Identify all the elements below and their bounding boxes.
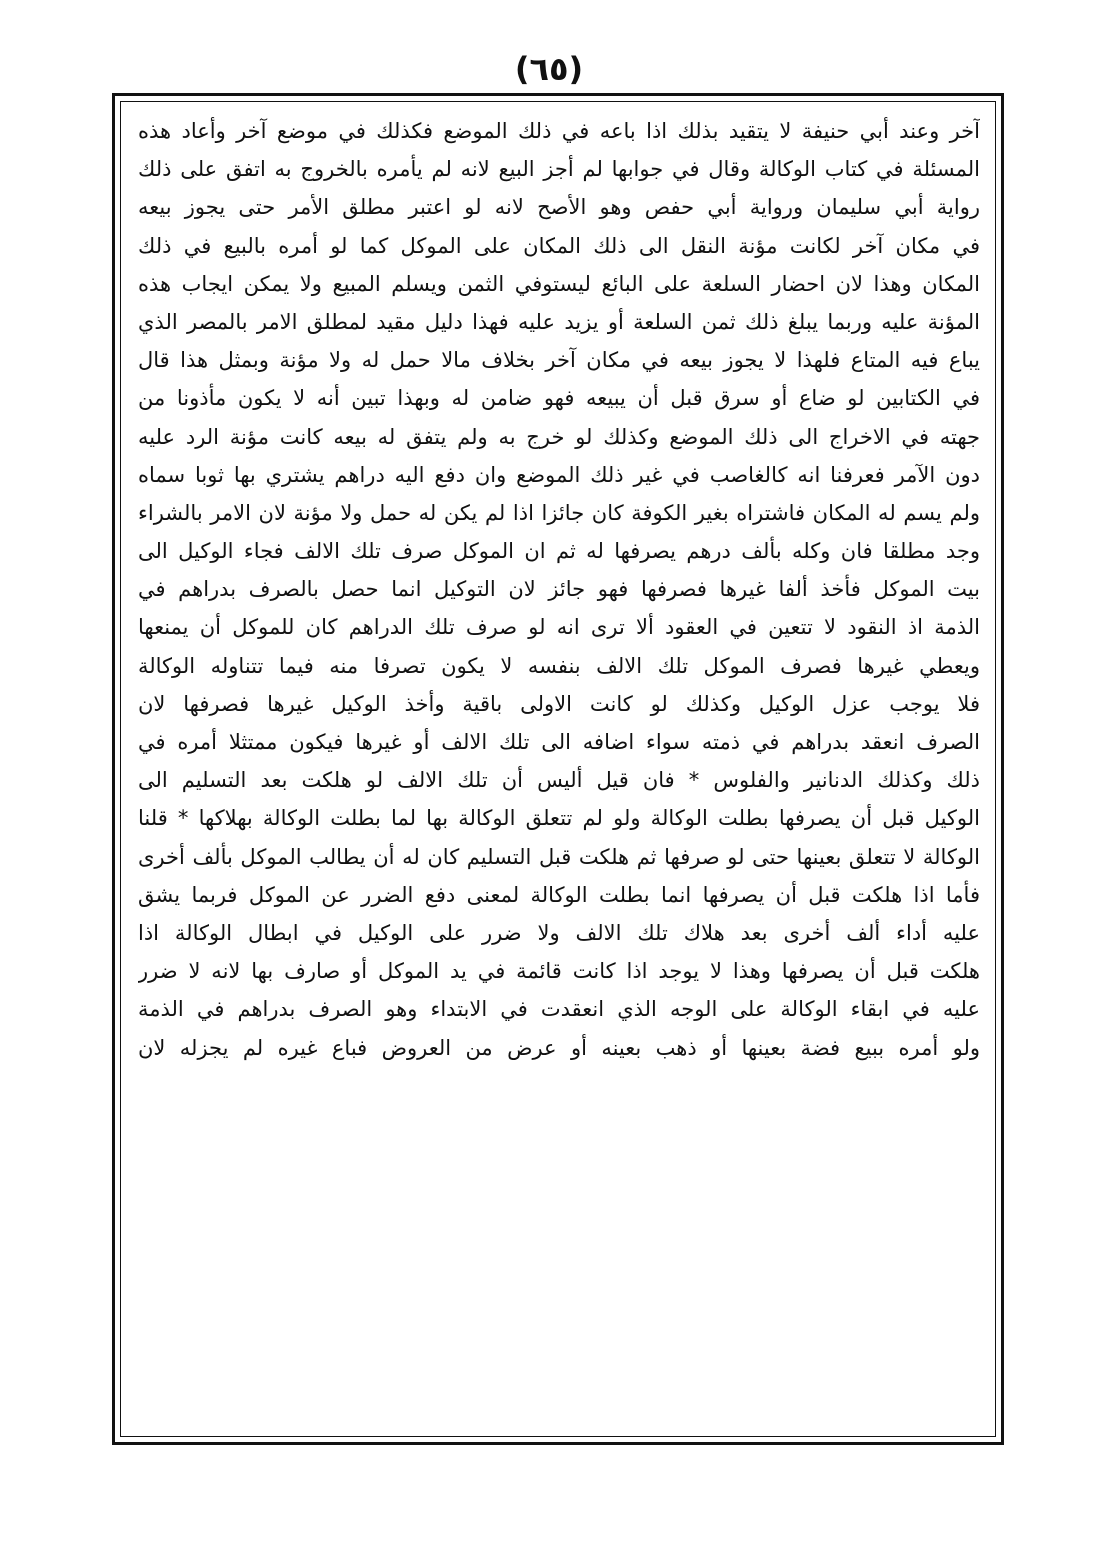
text-line-21: فأما اذا هلكت قبل أن يصرفها انما بطلت الوكالة لمعنى دفع الضرر عن الموكل فربما يشق [138,882,980,907]
text-line-25: ولو أمره ببيع فضة بعينها أو ذهب بعينه أو عرض من العروض فباع غيره لم يجزله لان [138,1035,980,1060]
text-line-2: المسئلة في كتاب الوكالة وقال في جوابها لم أجز البيع لانه لم يأمره بالخروج به اتفق على ذلك [138,157,980,182]
text-line-7: يباع فيه المتاع فلهذا لا يجوز بيعه في مكان آخر بخلاف مالا حمل له ولا مؤنة وبمثل هذا قال [138,348,980,373]
text-line-4: في مكان آخر لكانت مؤنة النقل الى ذلك المكان على الموكل كما لو أمره بالبيع في ذلك [138,233,980,258]
text-line-14: الذمة اذ النقود لا تتعين في العقود ألا ترى انه لو صرف تلك الدراهم كان للموكل أن يمنعها [138,615,980,640]
text-line-1: آخر وعند أبي حنيفة لا يتقيد بذلك اذا باعه في ذلك الموضع فكذلك في موضع آخر وأعاد هذه [138,119,980,143]
text-line-5: المكان وهذا لان احضار السلعة على البائع ليستوفي الثمن ويسلم المبيع ولا يمكن ايجاب هذه [138,271,980,296]
text-line-19: الوكيل قبل أن يصرفها بطلت الوكالة ولو لم تتعلق الوكالة بها لما بطلت الوكالة بهلاكها * قلنا [138,806,980,831]
text-line-15: ويعطي غيرها فصرف الموكل تلك الالف بنفسه لا يكون تصرفا منه فيما تتناوله الوكالة [138,653,980,678]
text-line-11: ولم يسم له المكان فاشتراه بغير الكوفة كان جائزا اذا لم يكن له حمل ولا مؤنة لان الامر بالشراء [138,500,980,525]
text-line-6: المؤنة عليه وربما يبلغ ذلك ثمن السلعة أو يزيد عليه فهذا دليل مقيد لمطلق الامر بالمصر الذي [138,309,980,334]
text-line-9: جهته في الاخراج الى ذلك الموضع وكذلك لو خرج به ولم يتفق له بيعه كانت مؤنة الرد عليه [138,424,980,449]
text-line-12: وجد مطلقا فان وكله بألف درهم يصرفها له ثم ان الموكل صرف تلك الالف فجاء الوكيل الى [138,539,980,564]
text-line-20: الوكالة لا تتعلق بعينها حتى لو صرفها ثم هلكت قبل التسليم كان له أن يطالب الموكل بألف أخرى [138,844,980,869]
text-line-24: عليه في ابقاء الوكالة على الوجه الذي انعقدت في الابتداء وهو الصرف بدراهم في الذمة [138,997,980,1022]
body-text [138,112,980,1430]
text-line-22: عليه أداء ألف أخرى بعد هلاك تلك الالف ولا ضرر على الوكيل في ابطال الوكالة اذا [138,920,980,945]
text-line-23: هلكت قبل أن يصرفها وهذا لا يوجد اذا كانت قائمة في يد الموكل أو صارف بها لانه لا ضرر [138,959,980,984]
text-line-8: في الكتابين لو ضاع أو سرق قبل أن يبيعه فهو ضامن له وبهذا تبين أنه لا يكون مأذونا من [138,386,980,411]
text-line-3: رواية أبي سليمان ورواية أبي حفص وهو الأصح لانه لو اعتبر مطلق الأمر حتى يجوز بيعه [138,195,980,220]
text-line-16: فلا يوجب عزل الوكيل وكذلك لو كانت الاولى باقية وأخذ الوكيل غيرها فصرفها لان [138,691,980,716]
text-line-17: الصرف انعقد بدراهم في ذمته سواء اضافه الى تلك الالف أو غيرها فيكون ممتثلا أمره في [138,730,980,754]
text-line-13: بيت الموكل فأخذ ألفا غيرها فصرفها فهو جائز لان التوكيل انما حصل بالصرف بدراهم في [138,577,980,602]
text-line-10: دون الآمر فعرفنا انه كالغاصب في غير ذلك الموضع وان دفع اليه دراهم يشتري بها ثوبا سماه [138,462,980,487]
text-line-18: ذلك وكذلك الدنانير والفلوس * فان قيل أليس أن تلك الالف لو هلكت بعد التسليم الى [138,768,980,793]
page-number: (٦٥) [514,50,584,88]
